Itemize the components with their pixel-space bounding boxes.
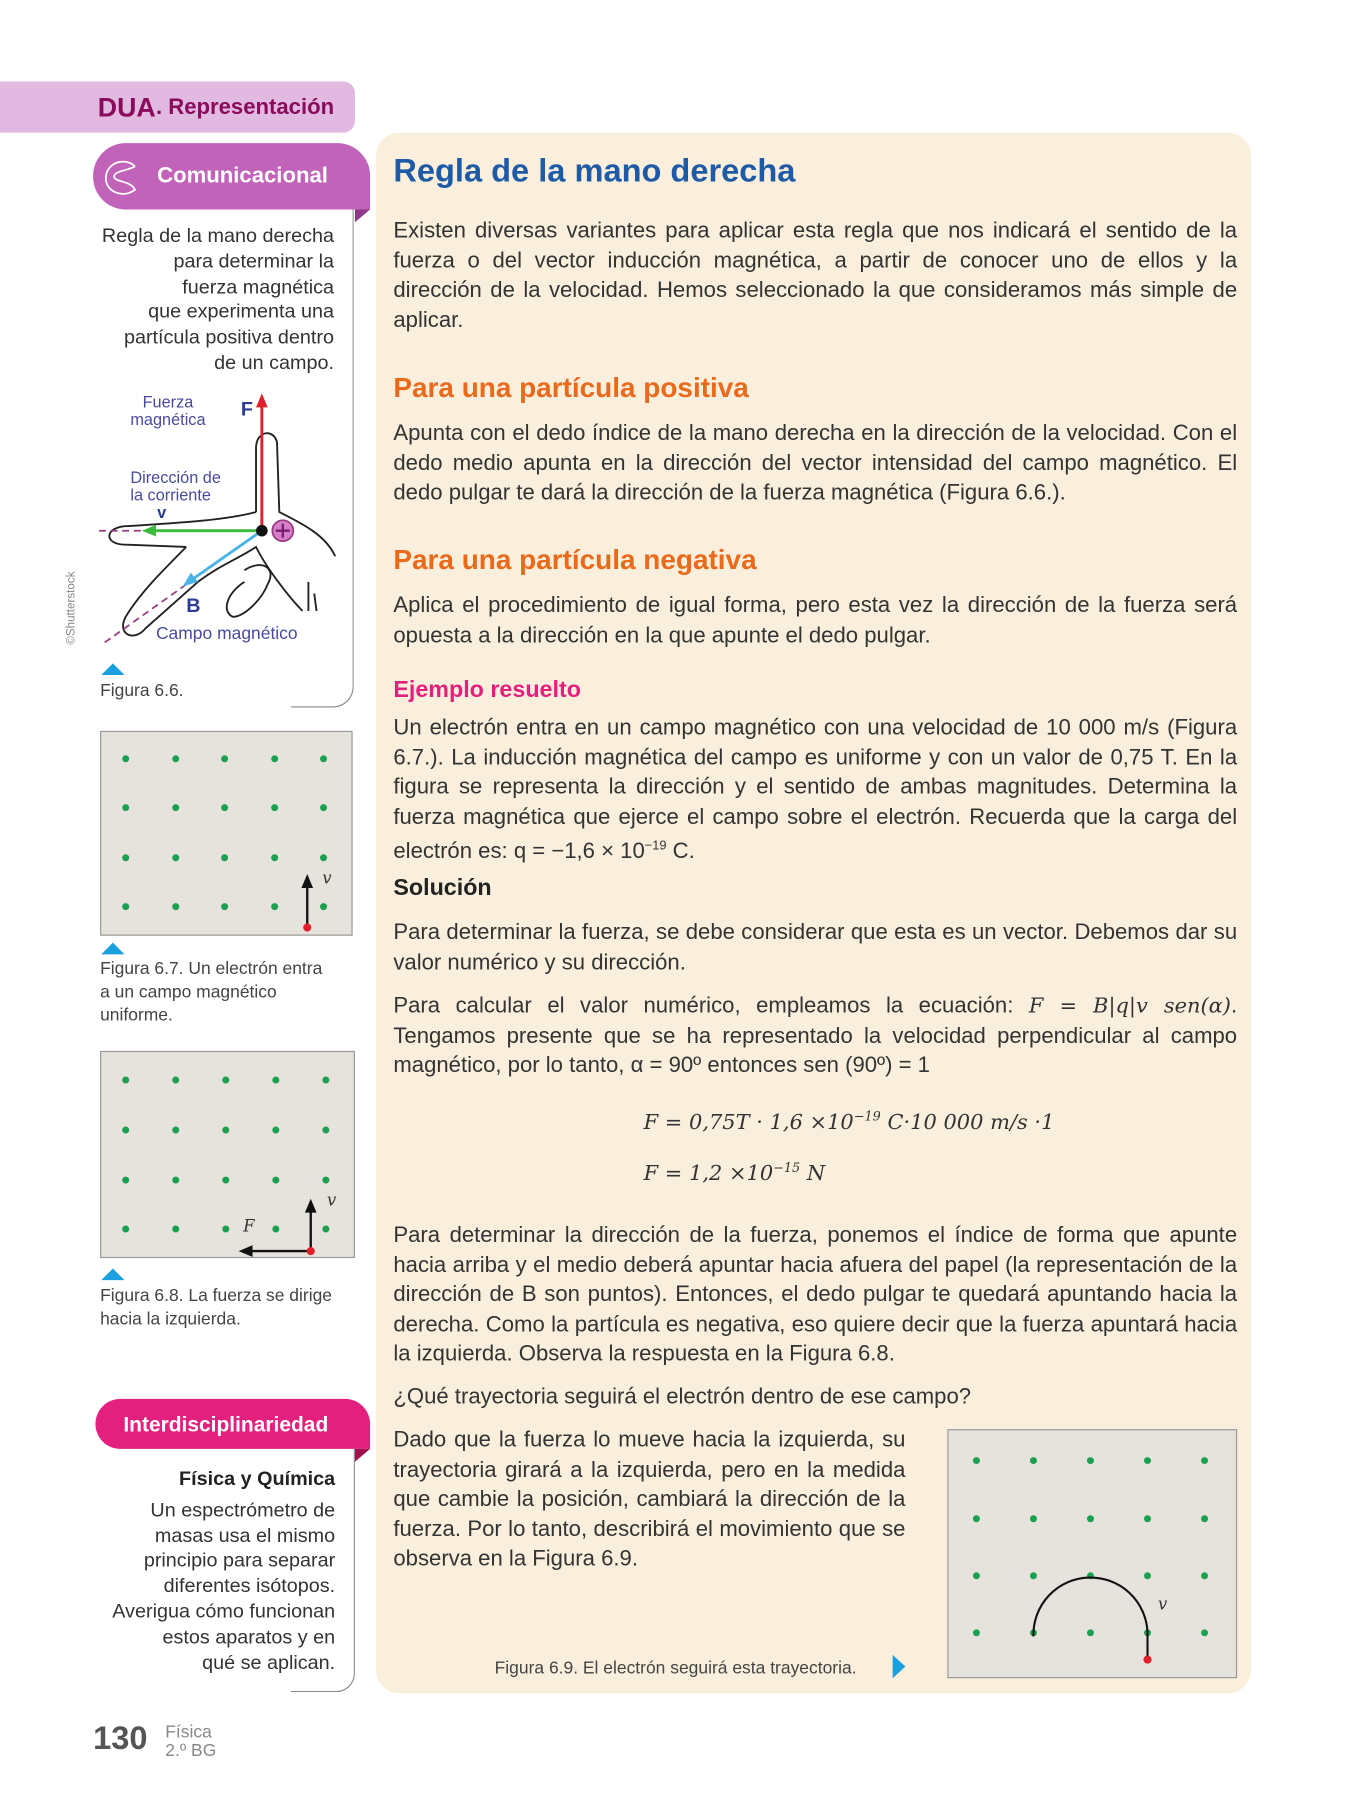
field-dot	[221, 755, 228, 762]
solution-paragraph-1: Para determinar la fuerza, se debe considerar que esta es un vector. Debemos dar su valor numérico y su dirección.	[393, 920, 1238, 975]
inter-line: estos aparatos y en	[162, 1625, 336, 1648]
velocity-vector-label: v	[322, 869, 332, 888]
positive-paragraph: Apunta con el dedo índice de la mano derecha en la dirección de la velocidad. Con el dedo medio apunta en la dirección del vector intensidad del campo magnético. El dedo pulgar te dará la dirección de la fuerza magnética (Figura 6.6.).	[393, 421, 1238, 506]
direction-paragraph: Para determinar la dirección de la fuerza, ponemos el índice de forma que apunte hacia arriba y el medio deberá apuntar hacia afuera del papel (la representación de la dirección de B son puntos). Entonces, el dedo pulgar te quedará apuntando hacia la derecha. Como la partícula es negativa, eso quiere decir que la fuerza apuntará hacia la izquierda. Observa la respuesta en la Figura 6.8.	[393, 1223, 1238, 1367]
positive-heading: Para una partícula positiva	[393, 372, 749, 404]
field-dot	[122, 755, 129, 762]
field-dot	[272, 1177, 279, 1184]
fuerza-line: Fuerza	[142, 392, 194, 411]
fig67-field	[100, 731, 353, 936]
sidebar-intro	[70, 223, 334, 375]
comunicacional-label: Comunicacional	[157, 164, 328, 189]
dua-banner	[0, 81, 355, 132]
fig69-field	[947, 1429, 1237, 1678]
force-label: F	[240, 398, 253, 421]
field-dot	[271, 804, 278, 811]
field-dot	[1144, 1457, 1151, 1464]
field-dot	[271, 903, 278, 910]
campo-label: Campo magnético	[155, 623, 298, 644]
triangle-pointer-icon	[893, 1655, 906, 1678]
footer-subject	[165, 1724, 216, 1761]
page-title: Regla de la mano derecha	[393, 152, 796, 189]
force-equation: F = B|q|v sen(α)	[1028, 993, 1231, 1019]
inter-content	[70, 1466, 335, 1675]
direccion-line: Dirección de	[130, 467, 221, 487]
field-dot	[172, 1127, 179, 1134]
field-dot	[122, 1127, 129, 1134]
example-text: Un electrón entra en un campo magnético con una velocidad de 10 000 m/s (Figura 6.7.). La inducción magnética del campo es uniforme y con un valor de 0,75 T. En la figura se representa la dirección y el sentido de ambas magnitudes. Determina la fuerza magnética que ejerce el campo sobre el electrón. Recuerda que la carga del electrón es: q = −1,6 × 10	[393, 715, 1238, 865]
force-vector-label: F	[243, 1217, 255, 1236]
inter-line: principio para separar	[143, 1549, 336, 1572]
field-dot	[1087, 1515, 1094, 1522]
fig68-field	[100, 1051, 355, 1258]
dua-label: . Representación	[155, 95, 335, 120]
field-dot	[320, 755, 327, 762]
question: ¿Qué trayectoria seguirá el electrón dentro de ese campo?	[393, 1384, 972, 1410]
field-dot	[322, 1077, 329, 1084]
field-dot	[172, 854, 179, 861]
field-dot	[172, 903, 179, 910]
caption-line: Figura 6.7. Un electrón entra	[100, 958, 323, 979]
field-dot	[973, 1515, 980, 1522]
field-dot	[973, 1572, 980, 1579]
field-dot	[172, 1177, 179, 1184]
intro-paragraph: Existen diversas variantes para aplicar esta regla que nos indicará el sentido de la fuerza o del vector inducción magnética, a partir de conocer uno de ellos y la dirección de la velocidad. Hemos seleccionado la que consideramos más simple de aplicar.	[393, 218, 1238, 333]
trajectory-paragraph: Dado que la fuerza lo mueve hacia la izquierda, su trayectoria girará a la izquierda, pero en la medida que cambie la posición, cambiará la dirección de la fuerza. Por lo tanto, describirá el movimiento que se observa en la Figura 6.9.	[393, 1427, 906, 1572]
c-swirl-icon	[100, 157, 142, 199]
fig66-caption: Figura 6.6.	[100, 680, 184, 701]
fig67-caption	[100, 958, 322, 1028]
field-dot	[222, 1077, 229, 1084]
field-dot	[221, 854, 228, 861]
caption-line: uniforme.	[100, 1005, 173, 1026]
inter-line: qué se aplican.	[202, 1650, 336, 1674]
direccion-line: la corriente	[130, 485, 211, 504]
field-dot	[1201, 1629, 1208, 1636]
field-dot	[1201, 1515, 1208, 1522]
intro-line: fuerza magnética	[182, 275, 335, 298]
field-dot	[271, 755, 278, 762]
field-dot	[1030, 1515, 1037, 1522]
triangle-marker-icon	[101, 1269, 124, 1281]
intro-line: de un campo.	[214, 351, 335, 374]
page-number: 130	[93, 1720, 148, 1757]
intro-line: que experimenta una	[148, 300, 335, 323]
fig68-caption	[100, 1285, 332, 1332]
field-dot	[122, 804, 129, 811]
equation-1	[644, 1109, 1055, 1135]
field-dot	[172, 1225, 179, 1232]
velocity-label: v	[157, 502, 167, 522]
eq-part: F = 0,75T · 1,6 ×10	[643, 1110, 854, 1135]
fig67-diagram	[101, 732, 351, 935]
field-dot	[122, 1177, 129, 1184]
field-dot	[222, 1225, 229, 1232]
grade: 2.º BG	[165, 1741, 217, 1761]
eq-part: N	[800, 1161, 826, 1186]
field-dot	[1087, 1629, 1094, 1636]
comunicacional-tab	[93, 143, 370, 209]
field-dot	[322, 1225, 329, 1232]
eq-part: F = 1,2 ×10	[643, 1161, 774, 1186]
field-dot	[322, 1127, 329, 1134]
fig69-diagram	[948, 1430, 1235, 1677]
example-heading: Ejemplo resuelto	[393, 677, 581, 703]
subject: Física	[165, 1722, 212, 1743]
field-dot	[122, 1225, 129, 1232]
example-paragraph	[393, 713, 1237, 867]
field-dot	[172, 804, 179, 811]
inter-heading: Física y Química	[179, 1467, 336, 1490]
field-dot	[122, 903, 129, 910]
field-dot	[172, 1077, 179, 1084]
intro-line: partícula positiva dentro	[123, 326, 335, 349]
field-dot	[322, 1177, 329, 1184]
solution-text: Para calcular el valor numérico, empleamos la ecuación:	[393, 993, 1029, 1019]
negative-heading: Para una partícula negativa	[393, 544, 757, 577]
fig68-diagram	[101, 1052, 354, 1257]
caption-line: Figura 6.8. La fuerza se dirige	[100, 1285, 333, 1306]
field-dot	[221, 804, 228, 811]
field-dot	[1144, 1515, 1151, 1522]
field-dot	[221, 903, 228, 910]
field-dot	[272, 1225, 279, 1232]
field-dot	[973, 1457, 980, 1464]
field-dot	[1087, 1457, 1094, 1464]
triangle-marker-icon	[101, 663, 124, 675]
exponent: −19	[853, 1109, 881, 1125]
field-dot	[1201, 1457, 1208, 1464]
field-dot	[272, 1077, 279, 1084]
solution-paragraph-2	[393, 992, 1237, 1081]
field-dot	[1030, 1457, 1037, 1464]
field-dot	[222, 1177, 229, 1184]
fig69-caption: Figura 6.9. El electrón seguirá esta trayectoria.	[494, 1658, 857, 1679]
triangle-marker-icon	[101, 943, 124, 955]
field-label: B	[186, 594, 201, 617]
field-dot	[973, 1629, 980, 1636]
field-dot	[1030, 1572, 1037, 1579]
intro-line: Regla de la mano derecha	[101, 224, 335, 247]
field-dot	[1144, 1572, 1151, 1579]
tab-fold	[355, 1449, 370, 1462]
field-dot	[271, 854, 278, 861]
eq-part: C·10 000 m/s ·1	[880, 1110, 1055, 1135]
field-dot	[122, 854, 129, 861]
right-hand-figure	[65, 384, 349, 652]
solution-text: . Tengamos presente que se ha representado la velocidad perpendicular al campo magnético, por lo tanto, α = 90º entonces sen (90º) = 1	[393, 993, 1238, 1078]
fuerza-line: magnética	[130, 409, 206, 429]
inter-line: diferentes isótopos.	[163, 1574, 336, 1597]
caption-line: a un campo magnético	[100, 982, 277, 1003]
tab-fold	[355, 209, 370, 222]
inter-tab-label: Interdisciplinariedad	[123, 1412, 329, 1437]
field-dot	[1201, 1572, 1208, 1579]
inter-line: Averigua cómo funcionan	[112, 1600, 336, 1623]
velocity-vector-label: v	[327, 1191, 337, 1211]
exponent: −15	[773, 1160, 801, 1176]
hand-drawing	[70, 384, 349, 652]
field-dot	[320, 804, 327, 811]
field-dot	[320, 903, 327, 910]
example-end: C.	[666, 839, 695, 865]
fuerza-label	[130, 393, 205, 428]
solution-heading: Solución	[393, 875, 492, 901]
exponent: −19	[644, 839, 667, 854]
negative-paragraph: Aplica el procedimiento de igual forma, pero esta vez la dirección de la fuerza será opuesta a la dirección en la que apunte el dedo pulgar.	[393, 593, 1238, 648]
inter-line: masas usa el mismo	[154, 1524, 336, 1547]
field-dot	[172, 755, 179, 762]
dua-bold: DUA	[97, 91, 156, 123]
field-dot	[272, 1127, 279, 1134]
field-dot	[320, 854, 327, 861]
field-dot	[222, 1127, 229, 1134]
direccion-label	[130, 469, 221, 504]
inter-line: Un espectrómetro de	[150, 1498, 336, 1521]
field-dot	[122, 1077, 129, 1084]
velocity-vector-label: v	[1157, 1595, 1168, 1615]
equation-2	[644, 1160, 826, 1186]
intro-line: para determinar la	[173, 249, 335, 273]
photo-credit: ©Shutterstock	[65, 571, 78, 645]
interdisciplinariedad-tab	[95, 1399, 370, 1449]
caption-line: hacia la izquierda.	[100, 1309, 241, 1330]
